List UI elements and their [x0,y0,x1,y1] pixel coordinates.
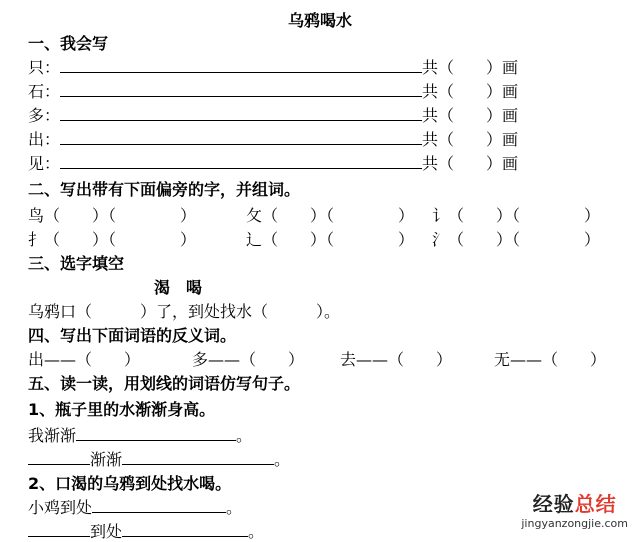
watermark-logo-right: 总结 [574,492,617,516]
stroke-char: 出： [28,130,61,149]
stroke-char: 多： [28,106,61,125]
stroke-count: 共（ ）画 [422,154,519,173]
stroke-count: 共（ ）画 [422,130,519,149]
antonym-item: 多——（ ） [192,350,305,369]
answer-line [122,450,274,465]
q2-line-b [28,522,264,542]
q2-mid-word: 到处 [90,522,123,541]
period: 。 [226,498,243,517]
q1-line-a [28,426,252,446]
answer-line [122,522,248,537]
answer-line [60,130,422,145]
question-1: 1、瓶子里的水渐渐身高。 [28,400,216,419]
stroke-row-2 [28,82,518,102]
radical-item: 辶（ ）（ ） [246,230,415,249]
q2-line-a [28,498,242,518]
stroke-row-4 [28,130,518,150]
section1-heading: 一、我会写 [28,34,109,53]
period: 。 [248,522,265,541]
q1-line-b [28,450,290,470]
stroke-count: 共（ ）画 [422,106,519,125]
answer-line [60,82,422,97]
period: 。 [236,426,253,445]
answer-line [92,498,226,513]
stroke-row-5 [28,154,518,174]
answer-line [60,106,422,121]
choice-characters: 渴 喝 [154,278,203,297]
antonym-item: 出——（ ） [28,350,141,369]
stroke-row-1 [28,58,518,78]
radical-item: 氵（ ）（ ） [432,230,601,249]
section3-heading: 三、选字填空 [28,254,125,273]
section2-heading: 二、写出带有下面偏旁的字，并组词。 [28,180,301,199]
answer-line [60,154,422,169]
antonym-item: 无——（ ） [494,350,607,369]
question-2: 2、口渴的乌鸦到处找水喝。 [28,474,232,493]
stroke-char: 只： [28,58,61,77]
section4-heading: 四、写出下面词语的反义词。 [28,326,237,345]
watermark-logo [521,488,628,517]
antonym-item: 去——（ ） [340,350,453,369]
answer-line [60,58,422,73]
radical-item: 鸟（ ）（ ） [28,206,197,225]
q1-mid-word: 渐渐 [90,450,123,469]
stroke-row-3 [28,106,518,126]
answer-line [28,522,90,537]
worksheet-title: 乌鸦喝水 [287,11,352,30]
radical-item: 扌（ ）（ ） [28,230,197,249]
answer-line [28,450,90,465]
answer-line [76,426,236,441]
stroke-count: 共（ ）画 [422,82,519,101]
radical-item: 讠（ ）（ ） [432,206,601,225]
watermark [521,488,628,530]
watermark-logo-left: 经验 [532,492,575,516]
period: 。 [274,450,291,469]
q2-prefix: 小鸡到处 [28,498,93,517]
stroke-char: 见： [28,154,61,173]
watermark-url: jingyanzongjie.com [521,517,628,530]
stroke-count: 共（ ）画 [422,58,519,77]
radical-item: 攵（ ）（ ） [246,206,415,225]
q1-prefix: 我渐渐 [28,426,77,445]
stroke-char: 石： [28,82,61,101]
fill-blank-sentence: 乌鸦口（ ）了，到处找水（ ）。 [28,302,341,321]
section5-heading: 五、读一读，用划线的词语仿写句子。 [28,374,301,393]
